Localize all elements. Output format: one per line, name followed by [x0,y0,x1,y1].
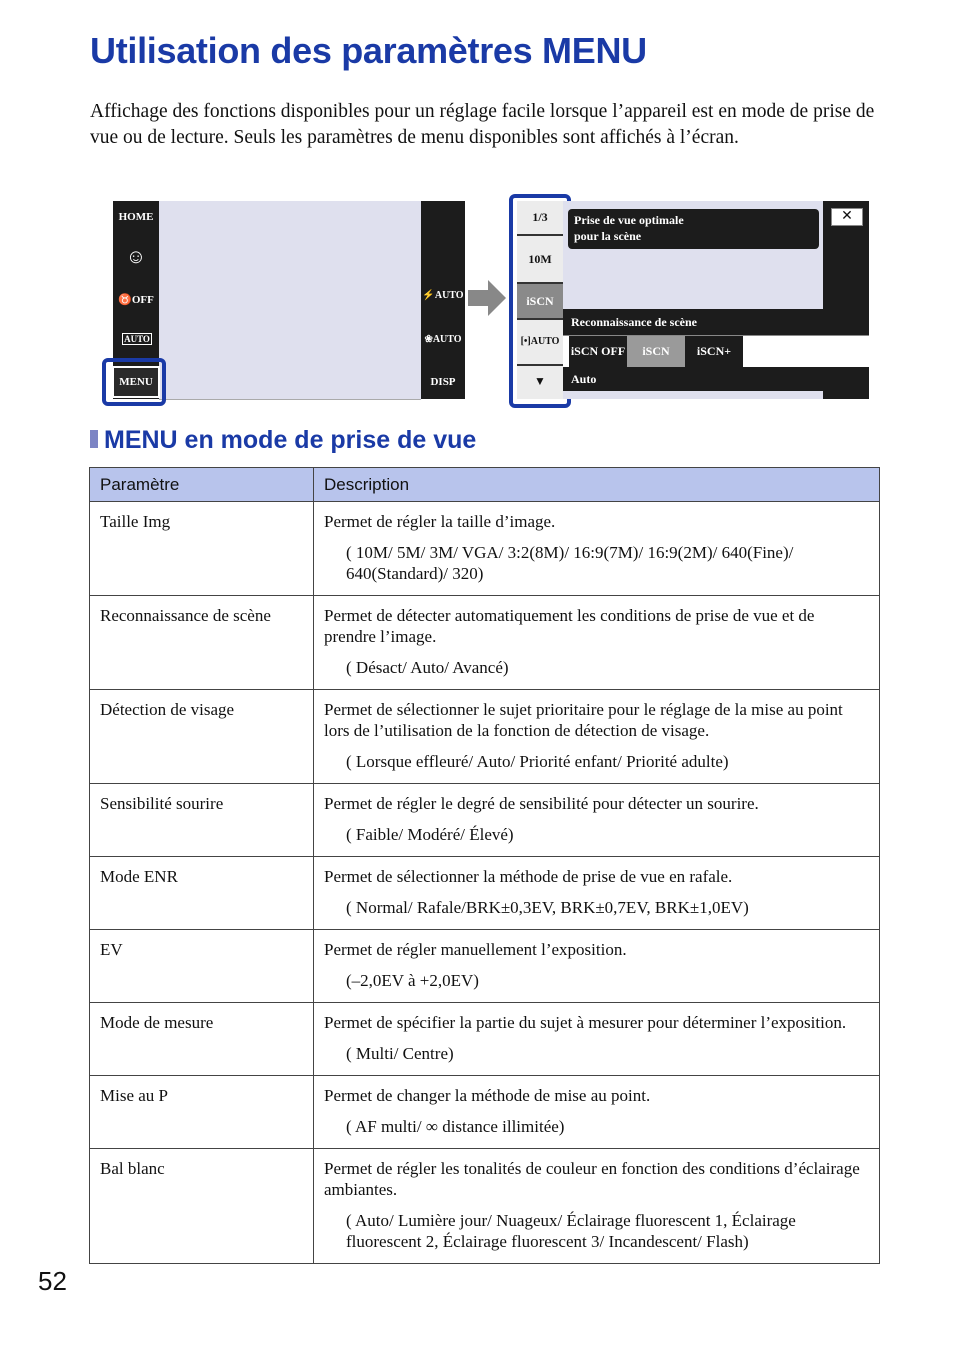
param-cell: Taille Img [90,502,314,596]
menu-button[interactable]: MENU [112,366,160,398]
description-cell [314,1003,880,1076]
table-row [90,930,880,1003]
face-detection-icon[interactable]: [•]AUTO [517,320,563,366]
settings-table [89,467,880,1264]
close-icon[interactable]: ✕ [831,208,863,226]
home-button[interactable]: HOME [118,211,154,223]
option-row [563,335,869,367]
scene-recognition-icon[interactable]: iSCN [517,284,563,320]
values-text: ( Désact/ Auto/ Avancé) [346,658,509,677]
values-text: ( Normal/ Rafale/BRK±0,3EV, BRK±0,7EV, BRK±1,0EV) [346,898,749,917]
values-text: ( Multi/ Centre) [346,1044,454,1063]
table-row [90,857,880,930]
section-title-text: MENU en mode de prise de vue [104,426,477,454]
arrow-right-icon [468,280,508,316]
param-cell: Reconnaissance de scène [90,596,314,690]
values-text: ( Lorsque effleuré/ Auto/ Priorité enfant/ Priorité adulte) [346,752,729,771]
flash-auto-icon[interactable]: ⚡AUTO [422,290,464,301]
values-text: ( Auto/ Lumière jour/ Nuageux/ Éclairage fluorescent 1, Éclairage fluorescent 2, Éclairage fluorescent 3/ Incandescent/ Flash) [346,1211,796,1251]
table-header-row [90,468,880,502]
table-row [90,784,880,857]
values-text: ( Faible/ Modéré/ Élevé) [346,825,514,844]
description-cell [314,857,880,930]
table-row [90,1003,880,1076]
description-text: Permet de spécifier la partie du sujet à mesurer pour déterminer l’exposition. [324,1013,847,1032]
option-iscn-off[interactable]: iSCN OFF [569,336,627,367]
description-cell [314,596,880,690]
strip-highlight-frame [509,194,571,408]
page-title: Utilisation des paramètres MENU [90,30,647,71]
description-text: Permet de régler la taille d’image. [324,512,556,531]
smile-icon[interactable]: ☺ [125,246,147,268]
section-marker [90,430,98,448]
values-text: ( AF multi/ ∞ distance illimitée) [346,1117,565,1136]
description-cell [314,690,880,784]
param-cell: Mode de mesure [90,1003,314,1076]
param-cell: Mode ENR [90,857,314,930]
macro-auto-icon[interactable]: ❀AUTO [424,334,462,345]
image-size-icon[interactable]: 10M [517,236,563,284]
description-text: Permet de régler le degré de sensibilité pour détecter un sourire. [324,794,759,813]
tooltip-line-2: pour la scène [574,229,642,243]
description-text: Permet de changer la méthode de mise au point. [324,1086,651,1105]
option-iscn-advanced[interactable]: iSCN+ [685,336,743,367]
values-text: (–2,0EV à +2,0EV) [346,971,479,990]
param-cell: EV [90,930,314,1003]
header-description: Description [314,468,880,502]
auto-mode-icon[interactable]: AUTO [122,333,152,345]
table-row [90,502,880,596]
description-cell [314,930,880,1003]
param-cell: Bal blanc [90,1149,314,1264]
disp-button[interactable]: DISP [430,376,456,388]
setting-name-band: Reconnaissance de scène [563,309,869,335]
option-iscn-auto[interactable]: iSCN [627,336,685,367]
table-row [90,1076,880,1149]
tooltip-line-1: Prise de vue optimale [574,213,684,227]
description-text: Permet de sélectionner le sujet prioritaire pour le réglage de la mise au point lors de l’utilisation de la fonction de détection de visage. [324,700,843,740]
header-parametre: Paramètre [90,468,314,502]
scroll-down-icon[interactable]: ▼ [534,374,546,388]
page-number: 52 [38,1266,67,1296]
description-text: Permet de régler les tonalités de couleur en fonction des conditions d’éclairage ambiantes. [324,1159,860,1199]
param-cell: Sensibilité sourire [90,784,314,857]
intro-paragraph: Affichage des fonctions disponibles pour un réglage facile lorsque l’appareil est en mode de prise de vue ou de lecture. Seuls les paramètres de menu disponibles sont affichés à l’écran. [90,101,875,148]
table-row [90,1149,880,1264]
description-text: Permet de régler manuellement l’exposition. [324,940,627,959]
description-cell [314,1149,880,1264]
table-row [90,596,880,690]
table-row [90,690,880,784]
description-text: Permet de détecter automatiquement les conditions de prise de vue et de prendre l’image. [324,606,815,646]
tooltip [568,209,819,249]
values-text: ( 10M/ 5M/ 3M/ VGA/ 3:2(8M)/ 16:9(7M)/ 16:9(2M)/ 640(Fine)/ 640(Standard)/ 320) [346,543,794,583]
description-cell [314,502,880,596]
camera-lcd-preview [159,201,421,400]
self-timer-off-icon[interactable]: ♉OFF [118,294,154,306]
param-cell: Mise au P [90,1076,314,1149]
description-text: Permet de sélectionner la méthode de prise de vue en rafale. [324,867,733,886]
description-cell [314,1076,880,1149]
selected-value-band: Auto [563,367,869,391]
description-cell [314,784,880,857]
param-cell: Détection de visage [90,690,314,784]
lcd-bottom-dark-panel [823,391,869,399]
page-indicator[interactable]: 1/3 [517,201,563,236]
section-title [90,426,476,455]
